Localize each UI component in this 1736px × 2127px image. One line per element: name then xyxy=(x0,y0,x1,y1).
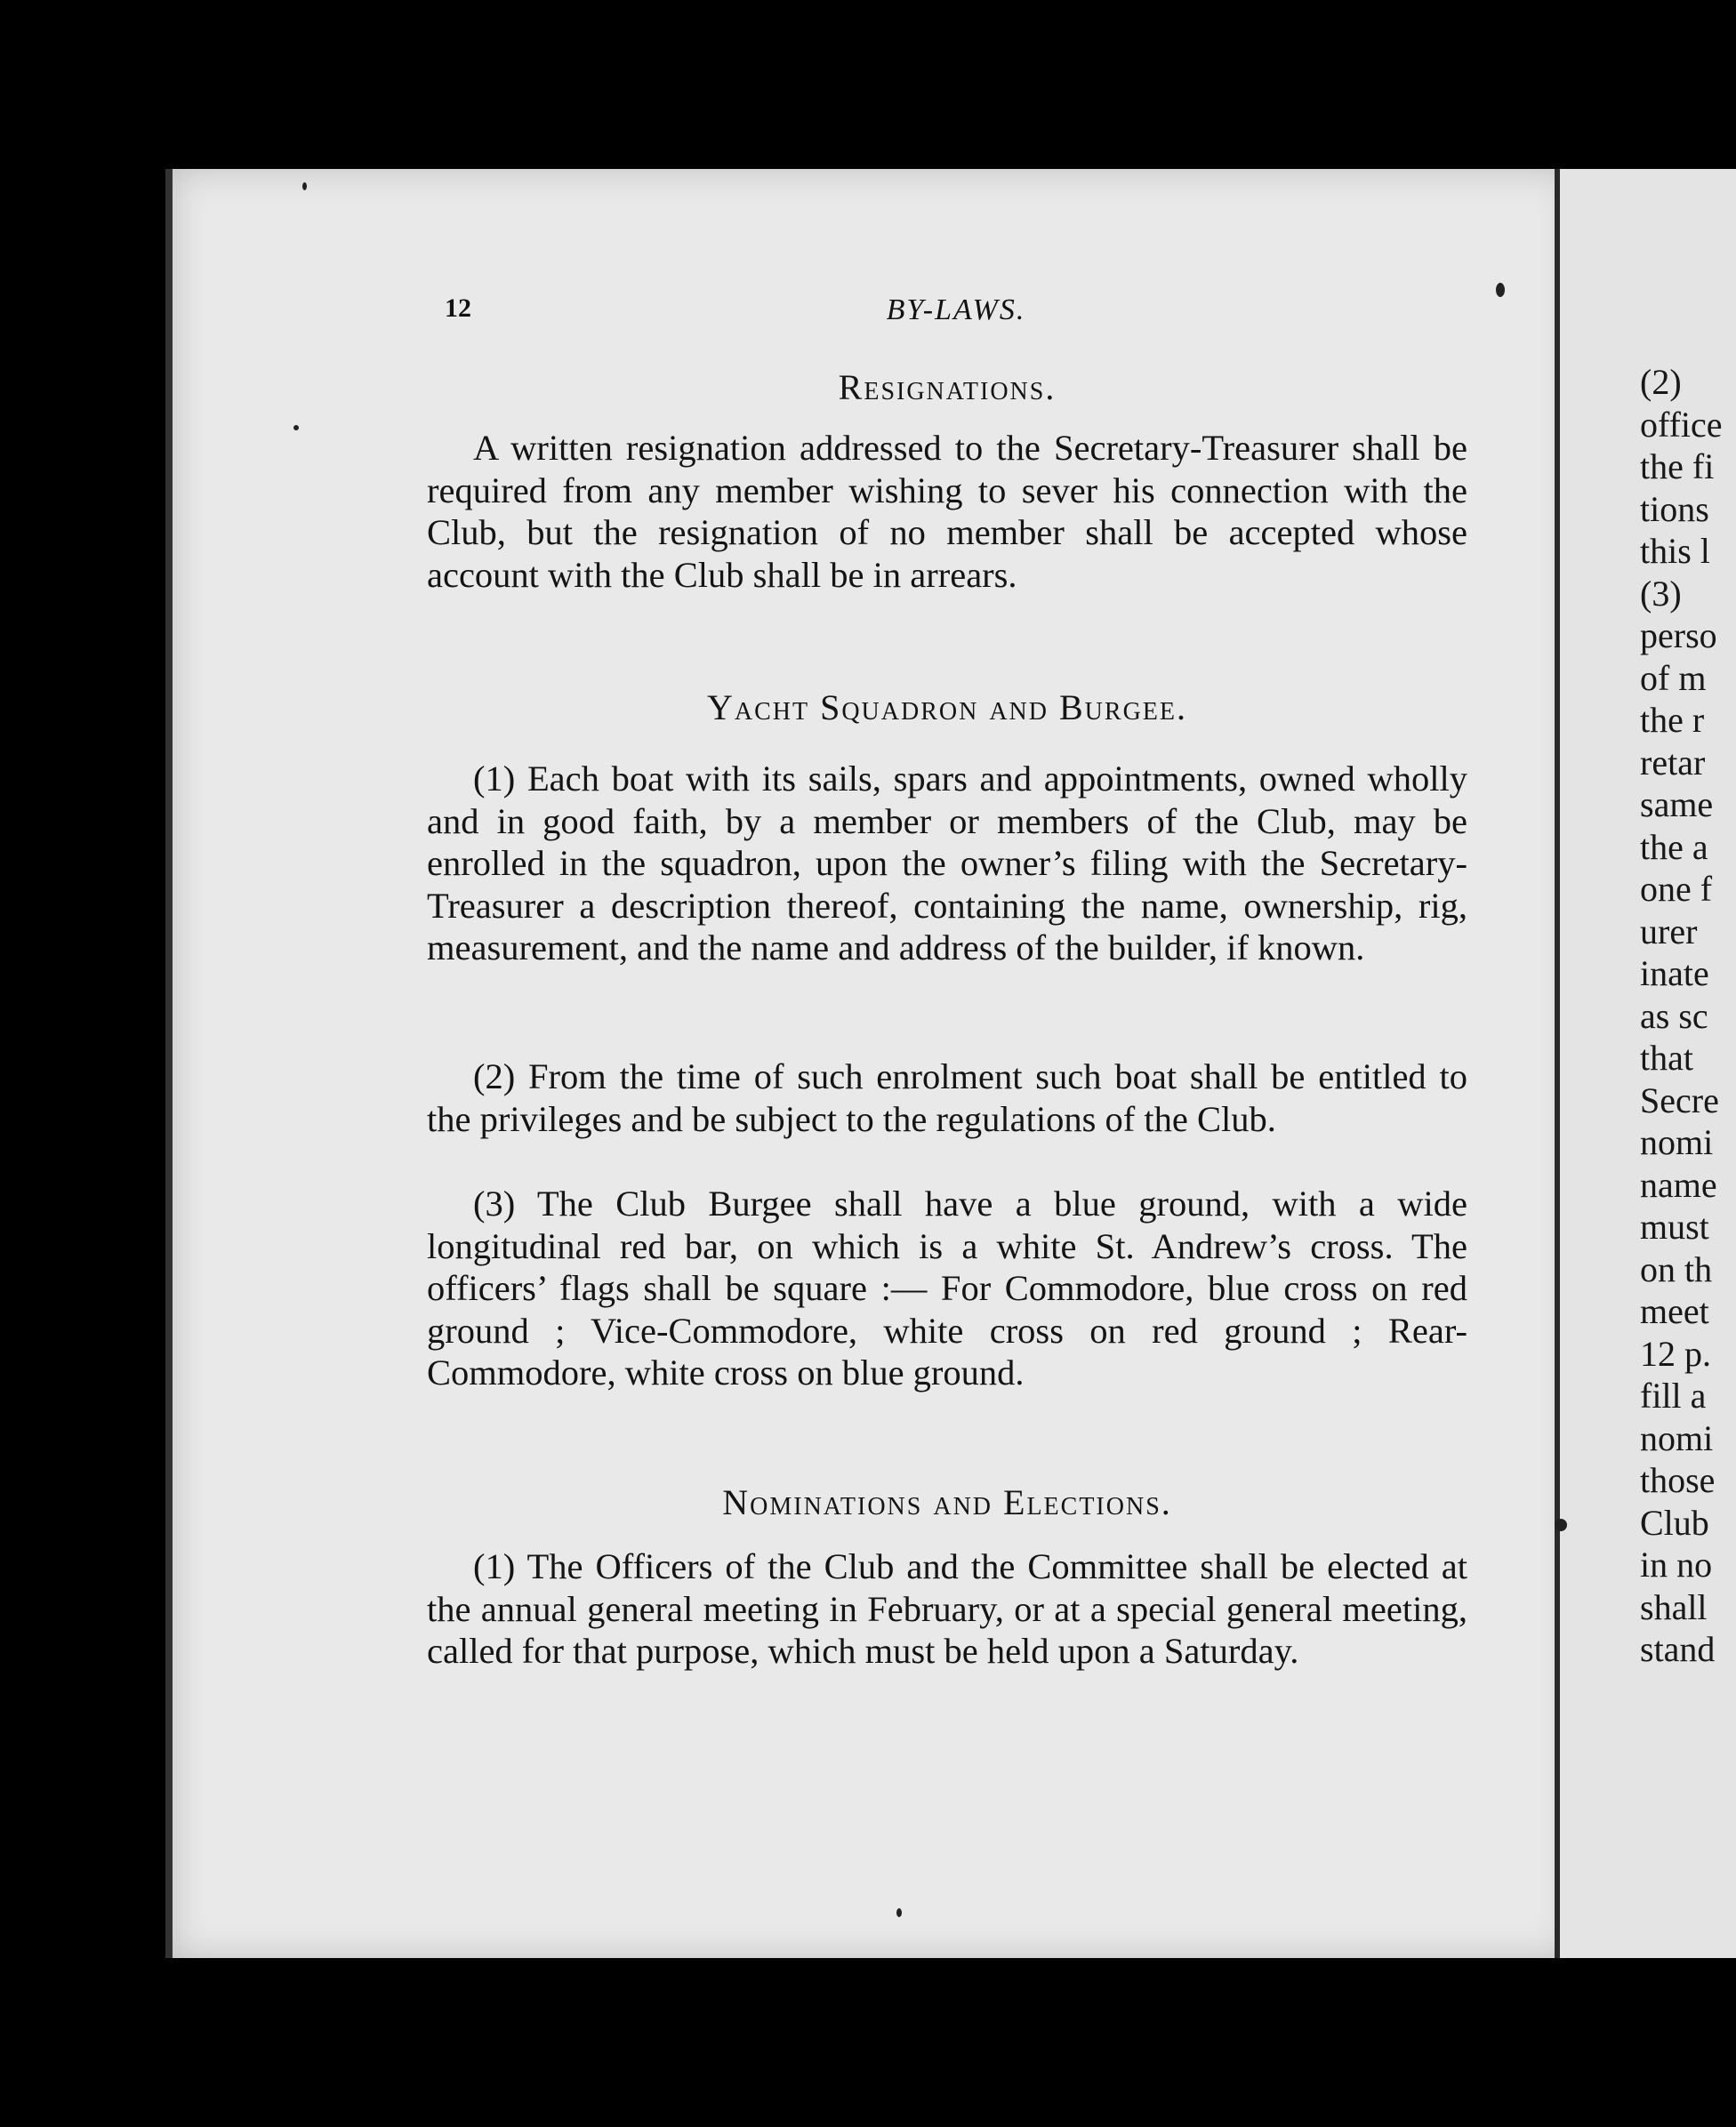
facing-page-line: urer xyxy=(1640,911,1698,951)
facing-page-line: the r xyxy=(1640,700,1705,740)
facing-page-line: inate xyxy=(1640,953,1709,993)
facing-page-line: 12 p. xyxy=(1640,1333,1711,1374)
paragraph-squadron-3: (3) The Club Burgee shall have a blue ground, with a wide longitudinal red bar, on which is a white St. Andrew’s cross. The officers’ flags shall be square :— For Commodore, blue cross on red ground ; Vice-Commodore, white cross on red ground ; Rear-Commodore, white cross on blue ground. xyxy=(427,1184,1467,1393)
page-number: 12 xyxy=(445,293,471,323)
facing-page-line: name xyxy=(1640,1164,1717,1205)
facing-page-text xyxy=(1640,361,1736,1671)
facing-page-line: this l xyxy=(1640,531,1710,571)
page-header xyxy=(445,293,1467,338)
facing-page-line: on th xyxy=(1640,1248,1713,1289)
scan-speck xyxy=(1496,283,1505,297)
paragraph-squadron-1: (1) Each boat with its sails, spars and appointments, owned wholly and in good faith, by a member or members of the Club, may be enrolled in the squadron, upon the owner’s filing with the Secretary-Treasurer a description thereof, containing the name, ownership, rig, measurement, and the name and address of the builder, if known. xyxy=(427,758,1467,967)
scan-speck xyxy=(896,1908,902,1917)
facing-page-line: retar xyxy=(1640,742,1706,783)
scan-speck xyxy=(1555,1519,1567,1531)
facing-page-line: one f xyxy=(1640,869,1713,909)
facing-page-line: (3) xyxy=(1640,573,1682,614)
facing-page-line: as sc xyxy=(1640,995,1708,1036)
paragraph-nominations-1: (1) The Officers of the Club and the Committee shall be elected at the annual general meeting in February, or at a special general meeting, called for that purpose, which must be held upon a Saturday. xyxy=(427,1546,1467,1671)
facing-page-line: perso xyxy=(1640,615,1717,655)
facing-page-line: must xyxy=(1640,1207,1709,1247)
facing-page-line: tions xyxy=(1640,488,1709,529)
facing-page-line: Club xyxy=(1640,1502,1709,1543)
paragraph-squadron-2: (2) From the time of such enrolment such boat shall be entitled to the privileges and be subject to the regulations of the Club. xyxy=(427,1056,1467,1139)
facing-page-line: those xyxy=(1640,1460,1716,1500)
facing-page xyxy=(1560,169,1736,1958)
facing-page-line: office xyxy=(1640,404,1723,445)
facing-page-line: stand xyxy=(1640,1629,1716,1669)
facing-page-line: Secre xyxy=(1640,1080,1719,1120)
paragraph-resignations: A written resignation addressed to the Secretary-Treasurer shall be required from any member wishing to sever his connection with the Club, but the resignation of no member shall be accepted whose account with the Club shall be in arrears. xyxy=(427,428,1467,595)
facing-page-line: the a xyxy=(1640,826,1708,867)
facing-page-line: (2) xyxy=(1640,362,1682,402)
facing-page-line: fill a xyxy=(1640,1376,1707,1416)
section-heading-yacht-squadron: Yacht Squadron and Burgee. xyxy=(706,687,1188,727)
running-head: BY-LAWS. xyxy=(886,293,1026,326)
facing-page-line: nomi xyxy=(1640,1417,1714,1458)
scan-speck xyxy=(293,425,299,430)
facing-page-line: of m xyxy=(1640,657,1707,698)
facing-page-line: in no xyxy=(1640,1545,1713,1585)
section-heading-nominations: Nominations and Elections. xyxy=(722,1482,1172,1522)
facing-page-line: nomi xyxy=(1640,1122,1714,1162)
facing-page-line: same xyxy=(1640,784,1714,824)
facing-page-line: the fi xyxy=(1640,446,1715,486)
section-heading-resignations: Resignations. xyxy=(838,367,1057,407)
facing-page-line: shall xyxy=(1640,1586,1708,1627)
facing-page-line: that xyxy=(1640,1038,1693,1078)
facing-page-line: meet xyxy=(1640,1291,1709,1331)
scan-speck xyxy=(302,182,307,190)
